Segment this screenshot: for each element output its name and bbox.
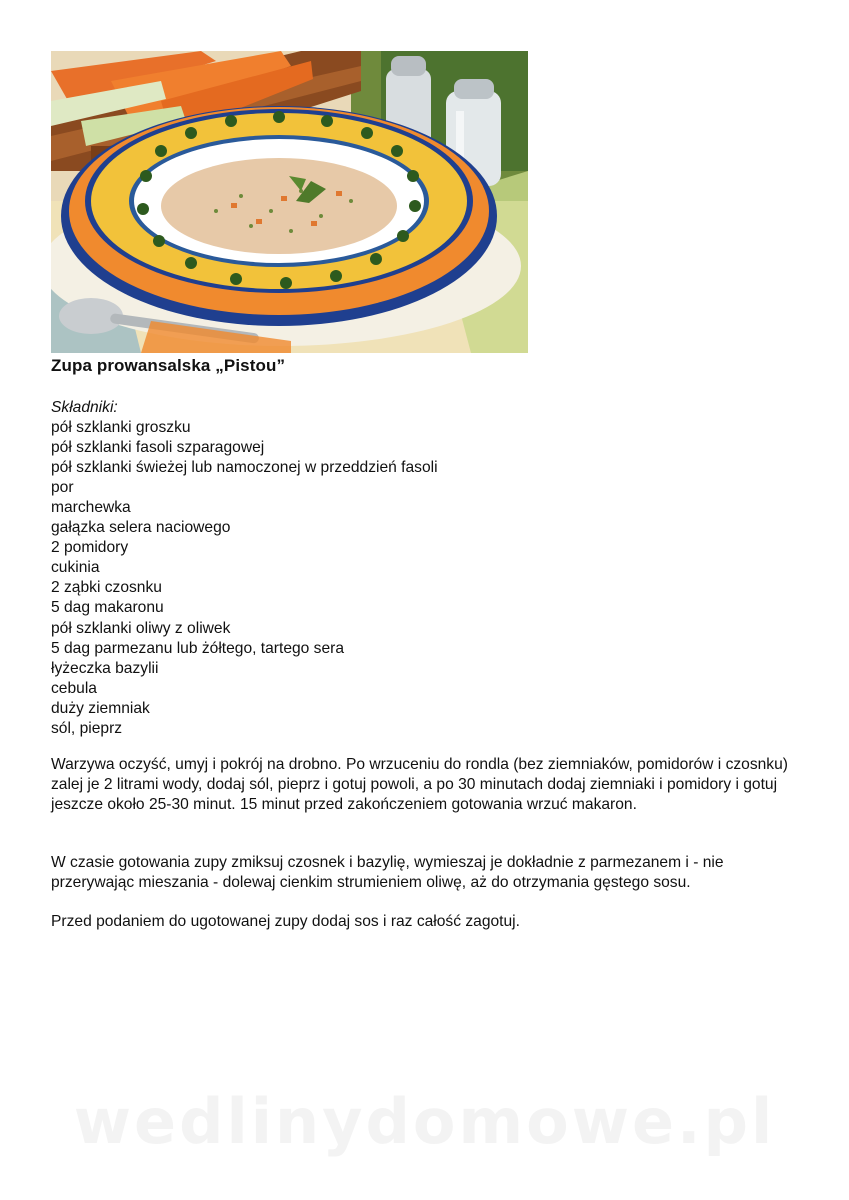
ingredient-item: pół szklanki oliwy z oliwek (51, 619, 231, 637)
ingredient-item: sól, pieprz (51, 719, 123, 737)
ingredient-item: 2 pomidory (51, 539, 129, 557)
watermark: wedlinydomowe.pl (73, 1085, 776, 1158)
soup-plate-illustration (51, 51, 528, 353)
ingredient-item: por (51, 479, 74, 497)
ingredient-item: 5 dag makaronu (51, 599, 164, 617)
ingredient-item: marchewka (51, 499, 131, 517)
ingredient-item: pół szklanki fasoli szparagowej (51, 439, 265, 457)
soup-photo (51, 51, 528, 353)
ingredient-item: pół szklanki świeżej lub namoczonej w przeddzień fasoli (51, 459, 438, 477)
ingredients-heading: Składniki: (51, 399, 118, 416)
ingredients-list (51, 398, 438, 739)
ingredient-item: pół szklanki groszku (51, 419, 191, 437)
ingredient-item: cukinia (51, 559, 100, 577)
ingredient-item: cebula (51, 679, 97, 697)
instruction-paragraph-3: Przed podaniem do ugotowanej zupy dodaj sos i raz całość zagotuj. (51, 913, 520, 930)
recipe-title: Zupa prowansalska „Pistou” (51, 356, 286, 375)
ingredient-item: 2 ząbki czosnku (51, 579, 162, 597)
instruction-paragraph-1: Warzywa oczyść, umyj i pokrój na drobno. Po wrzuceniu do rondla (bez ziemniaków, pomidorów i czosnku) zalej je 2 litrami wody, dodaj sól, pieprz i gotuj powoli, a po 30 minutach dodaj ziemniaki i pomidory i gotuj jeszcze około 25-30 minut. 15 minut przed zakończeniem gotowania wrzuć makaron. (51, 756, 788, 814)
instruction-paragraph-2: W czasie gotowania zupy zmiksuj czosnek i bazylię, wymieszaj je dokładnie z parmezanem i - nie przerywając mieszania - dolewaj cienkim strumieniem oliwę, aż do otrzymania gęstego sosu. (51, 854, 724, 892)
ingredient-item: łyżeczka bazylii (51, 659, 159, 677)
ingredient-item: duży ziemniak (51, 699, 150, 717)
ingredient-item: 5 dag parmezanu lub żółtego, tartego sera (51, 639, 345, 657)
ingredient-item: gałązka selera naciowego (51, 519, 231, 537)
